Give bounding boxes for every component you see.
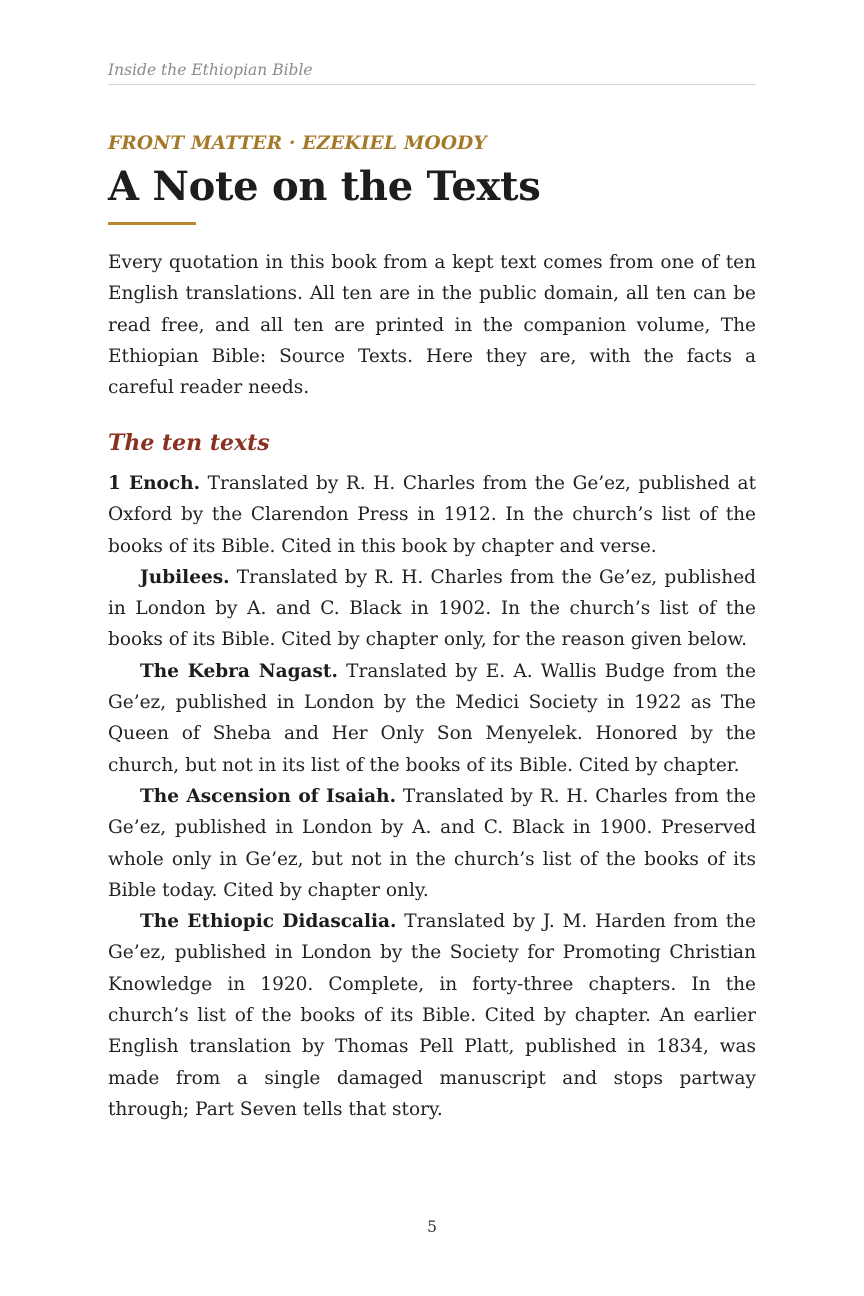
entry-description: Translated by R. H. Charles from the Ge’ez, published in London by A. and C. Black in 1900. Preserved whole only in Ge’ez, but not in the church’s list of the books of its Bible today. Cited by chapter only. <box>108 785 756 901</box>
entry-name: 1 Enoch. <box>108 473 201 494</box>
entry-name: Jubilees. <box>140 566 230 588</box>
text-entry <box>108 781 756 906</box>
chapter-title: A Note on the Texts <box>108 163 541 210</box>
book-page <box>108 0 756 1296</box>
text-entry <box>108 562 756 656</box>
running-head: Inside the Ethiopian Bible <box>108 61 756 85</box>
entry-description: Translated by J. M. Harden from the Ge’ez, published in London by the Society for Promoting Christian Knowledge in 1920. Complete, in forty-three chapters. In the church’s list of the books of its Bible. Cited by chapter. An earlier English translation by Thomas Pell Platt, published in 1834, was made from a single damaged manuscript and stops partway through; Part Seven tells that story. <box>108 911 756 1120</box>
section-heading: The ten texts <box>108 430 270 456</box>
entry-name: The Ethiopic Didascalia. <box>140 911 397 933</box>
entry-description: Translated by R. H. Charles from the Ge’ez, published in London by A. and C. Black in 1902. In the church’s list of the books of its Bible. Cited by chapter only, for the reason given below. <box>108 566 756 651</box>
text-entry <box>108 906 756 1125</box>
intro-paragraph: Every quotation in this book from a kept text comes from one of ten English translations. All ten are in the public domain, all ten can be read free, and all ten are printed in the companion volume, The Ethiopian Bible: Source Texts. Here they are, with the facts a careful reader needs. <box>108 252 756 399</box>
text-entries <box>108 468 756 1125</box>
title-rule <box>108 222 196 225</box>
entry-name: The Kebra Nagast. <box>140 660 338 682</box>
entry-description: Translated by E. A. Wallis Budge from the Ge’ez, published in London by the Medici Society in 1922 as The Queen of Sheba and Her Only Son Menyelek. Honored by the church, but not in its list of the books of its Bible. Cited by chapter. <box>108 660 757 776</box>
text-entry <box>108 656 756 781</box>
text-entry <box>108 468 756 562</box>
entry-name: The Ascension of Isaiah. <box>140 785 397 807</box>
page-number: 5 <box>427 1218 437 1236</box>
chapter-kicker: FRONT MATTER · EZEKIEL MOODY <box>108 133 487 154</box>
entry-description: Translated by R. H. Charles from the Ge’ez, published at Oxford by the Clarendon Press in 1912. In the church’s list of the books of its Bible. Cited in this book by chapter and verse. <box>108 473 757 557</box>
